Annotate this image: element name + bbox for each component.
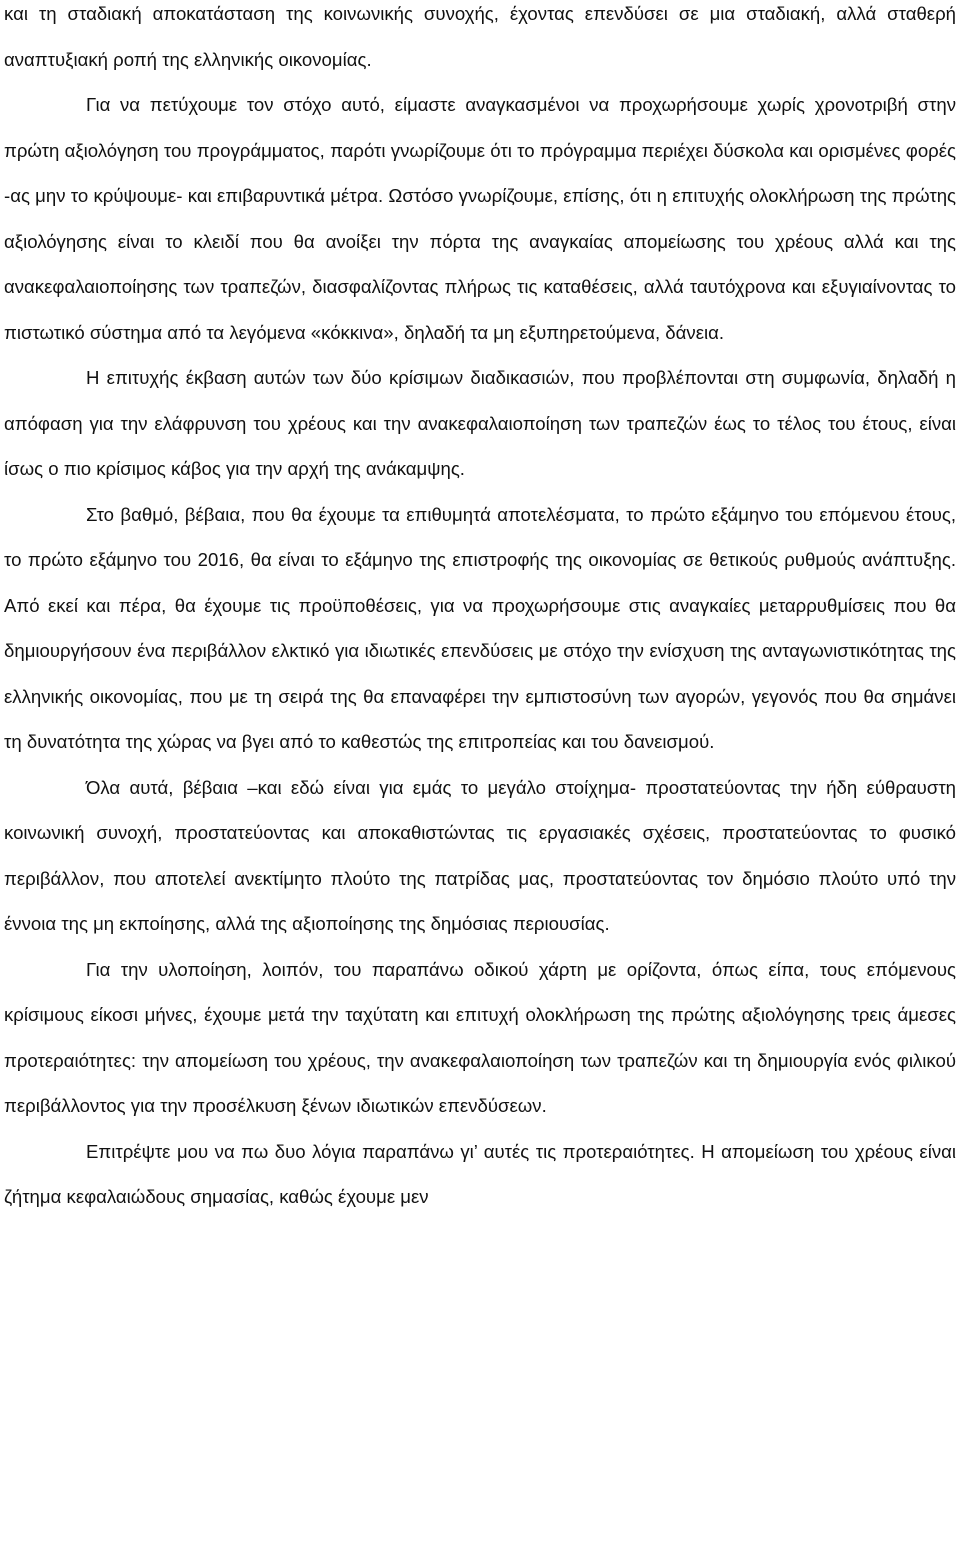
paragraph: Για να πετύχουμε τον στόχο αυτό, είμαστε αναγκασμένοι να προχωρήσουμε χωρίς χρονοτριβή στην πρώτη αξιολόγηση του προγράμματος, παρότι γνωρίζουμε ότι το πρόγραμμα περιέχει δύσκολα και ορισμένες φορές -ας μην το κρύψουμε- και επιβαρυντικά μέτρα. Ωστόσο γνωρίζουμε, επίσης, ότι η επιτυχής ολοκλήρωση της πρώτης αξιολόγησης είναι το κλειδί που θα ανοίξει την πόρτα της αναγκαίας απομείωσης του χρέους αλλά και της ανακεφαλαιοποίησης των τραπεζών, διασφαλίζοντας πλήρως τις καταθέσεις, αλλά ταυτόχρονα και εξυγιαίνοντας το πιστωτικό σύστημα από τα λεγόμενα «κόκκινα», δηλαδή τα μη εξυπηρετούμενα, δάνεια. bbox=[4, 94, 956, 343]
paragraph: και τη σταδιακή αποκατάσταση της κοινωνικής συνοχής, έχοντας επενδύσει σε μια σταδιακή, αλλά σταθερή αναπτυξιακή ροπή της ελληνικής οικονομίας. bbox=[4, 3, 956, 70]
document-page bbox=[4, 0, 956, 1545]
paragraph: Για την υλοποίηση, λοιπόν, του παραπάνω οδικού χάρτη με ορίζοντα, όπως είπα, τους επόμενους κρίσιμους είκοσι μήνες, έχουμε μετά την ταχύτατη και επιτυχή ολοκλήρωση της πρώτης αξιολόγησης τρεις άμεσες προτεραιότητες: την απομείωση του χρέους, την ανακεφαλαιοποίηση των τραπεζών και τη δημιουργία ενός φιλικού περιβάλλοντος για την προσέλκυση ξένων ιδιωτικών επενδύσεων. bbox=[4, 958, 956, 1116]
paragraph: Επιτρέψτε μου να πω δυο λόγια παραπάνω γι’ αυτές τις προτεραιότητες. Η απομείωση του χρέους είναι ζήτημα κεφαλαιώδους σημασίας, καθώς έχουμε μεν bbox=[4, 1140, 956, 1207]
paragraph: Η επιτυχής έκβαση αυτών των δύο κρίσιμων διαδικασιών, που προβλέπονται στη συμφωνία, δηλαδή η απόφαση για την ελάφρυνση του χρέους και την ανακεφαλαιοποίηση των τραπεζών έως το τέλος του έτους, είναι ίσως ο πιο κρίσιμος κάβος για την αρχή της ανάκαμψης. bbox=[4, 367, 956, 479]
paragraph: Όλα αυτά, βέβαια –και εδώ είναι για εμάς το μεγάλο στοίχημα- προστατεύοντας την ήδη εύθραυστη κοινωνική συνοχή, προστατεύοντας και αποκαθιστώντας τις εργασιακές σχέσεις, προστατεύοντας το φυσικό περιβάλλον, που αποτελεί ανεκτίμητο πλούτο της πατρίδας μας, προστατεύοντας τον δημόσιο πλούτο υπό την έννοια της μη εκποίησης, αλλά της αξιοποίησης της δημόσιας περιουσίας. bbox=[4, 776, 956, 934]
paragraph: Στο βαθμό, βέβαια, που θα έχουμε τα επιθυμητά αποτελέσματα, το πρώτο εξάμηνο του επόμενου έτους, το πρώτο εξάμηνο του 2016, θα είναι το εξάμηνο της επιστροφής της οικονομίας σε θετικούς ρυθμούς ανάπτυξης. Από εκεί και πέρα, θα έχουμε τις προϋποθέσεις, για να προχωρήσουμε στις αναγκαίες μεταρρυθμίσεις που θα δημιουργήσουν ένα περιβάλλον ελκτικό για ιδιωτικές επενδύσεις με στόχο την ενίσχυση της ανταγωνιστικότητας της ελληνικής οικονομίας, που με τη σειρά της θα επαναφέρει την εμπιστοσύνη των αγορών, γεγονός που θα σημάνει τη δυνατότητα της χώρας να βγει από το καθεστώς της επιτροπείας και του δανεισμού. bbox=[4, 503, 956, 752]
